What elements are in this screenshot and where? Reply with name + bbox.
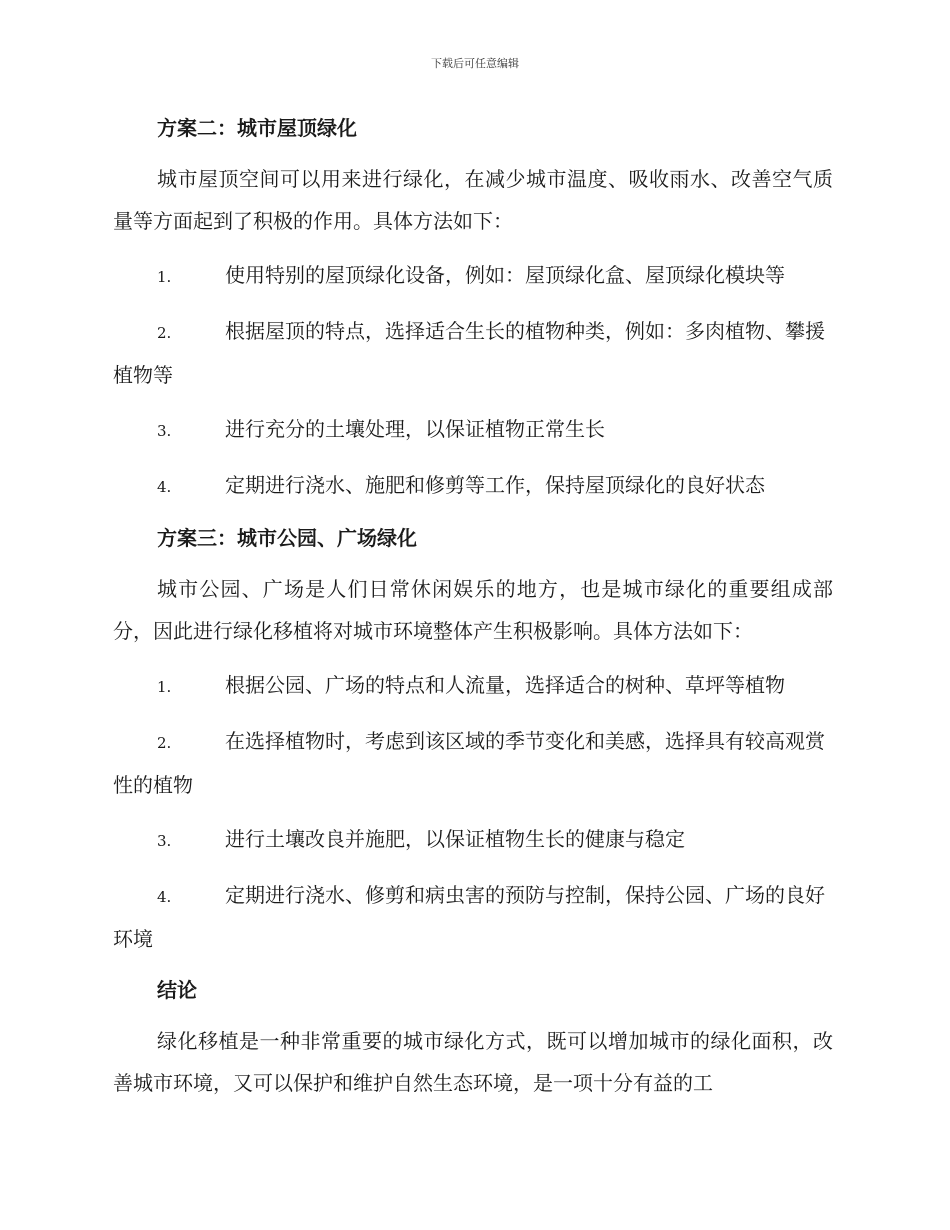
list-item-number: 1. — [157, 268, 172, 286]
list-item-number: 2. — [157, 734, 172, 752]
list-item — [113, 720, 833, 806]
list-item — [113, 874, 833, 960]
list-item-text: 根据公园、广场的特点和人流量，选择适合的树种、草坪等植物 — [225, 673, 785, 697]
list-item-text: 使用特别的屋顶绿化设备，例如：屋顶绿化盒、屋顶绿化模块等 — [225, 263, 785, 287]
page-header: 下载后可任意编辑 — [431, 57, 519, 70]
list-item-number: 2. — [157, 324, 172, 342]
list-item-number: 1. — [157, 678, 172, 696]
list-item-text: 定期进行浇水、修剪和病虫害的预防与控制，保持公园、广场的良好环境 — [113, 883, 825, 951]
section2-intro: 城市屋顶空间可以用来进行绿化，在减少城市温度、吸收雨水、改善空气质量等方面起到了积极的作用。具体方法如下： — [113, 167, 833, 233]
document-body — [113, 110, 833, 1104]
list-item — [113, 464, 833, 508]
list-item-number: 3. — [157, 832, 172, 850]
list-item — [113, 664, 833, 708]
list-item-text: 在选择植物时，考虑到该区域的季节变化和美感，选择具有较高观赏性的植物 — [113, 729, 825, 797]
list-item-number: 3. — [157, 422, 172, 440]
list-item-number: 4. — [157, 888, 172, 906]
list-item — [113, 254, 833, 298]
section3-title: 方案三：城市公园、广场绿化 — [157, 526, 417, 550]
section2-title: 方案二：城市屋顶绿化 — [157, 116, 357, 140]
conclusion-text: 绿化移植是一种非常重要的城市绿化方式，既可以增加城市的绿化面积，改善城市环境，又可以保护和维护自然生态环境，是一项十分有益的工 — [113, 1029, 833, 1095]
list-item — [113, 818, 833, 862]
list-item — [113, 310, 833, 396]
section3-intro: 城市公园、广场是人们日常休闲娱乐的地方，也是城市绿化的重要组成部分，因此进行绿化移植将对城市环境整体产生积极影响。具体方法如下： — [113, 577, 833, 643]
list-item-text: 根据屋顶的特点，选择适合生长的植物种类，例如：多肉植物、攀援植物等 — [113, 319, 825, 387]
list-item — [113, 408, 833, 452]
list-item-number: 4. — [157, 478, 172, 496]
list-item-text: 定期进行浇水、施肥和修剪等工作，保持屋顶绿化的良好状态 — [225, 473, 765, 497]
conclusion-title: 结论 — [157, 978, 197, 1002]
list-item-text: 进行充分的土壤处理，以保证植物正常生长 — [225, 417, 605, 441]
list-item-text: 进行土壤改良并施肥，以保证植物生长的健康与稳定 — [225, 827, 685, 851]
